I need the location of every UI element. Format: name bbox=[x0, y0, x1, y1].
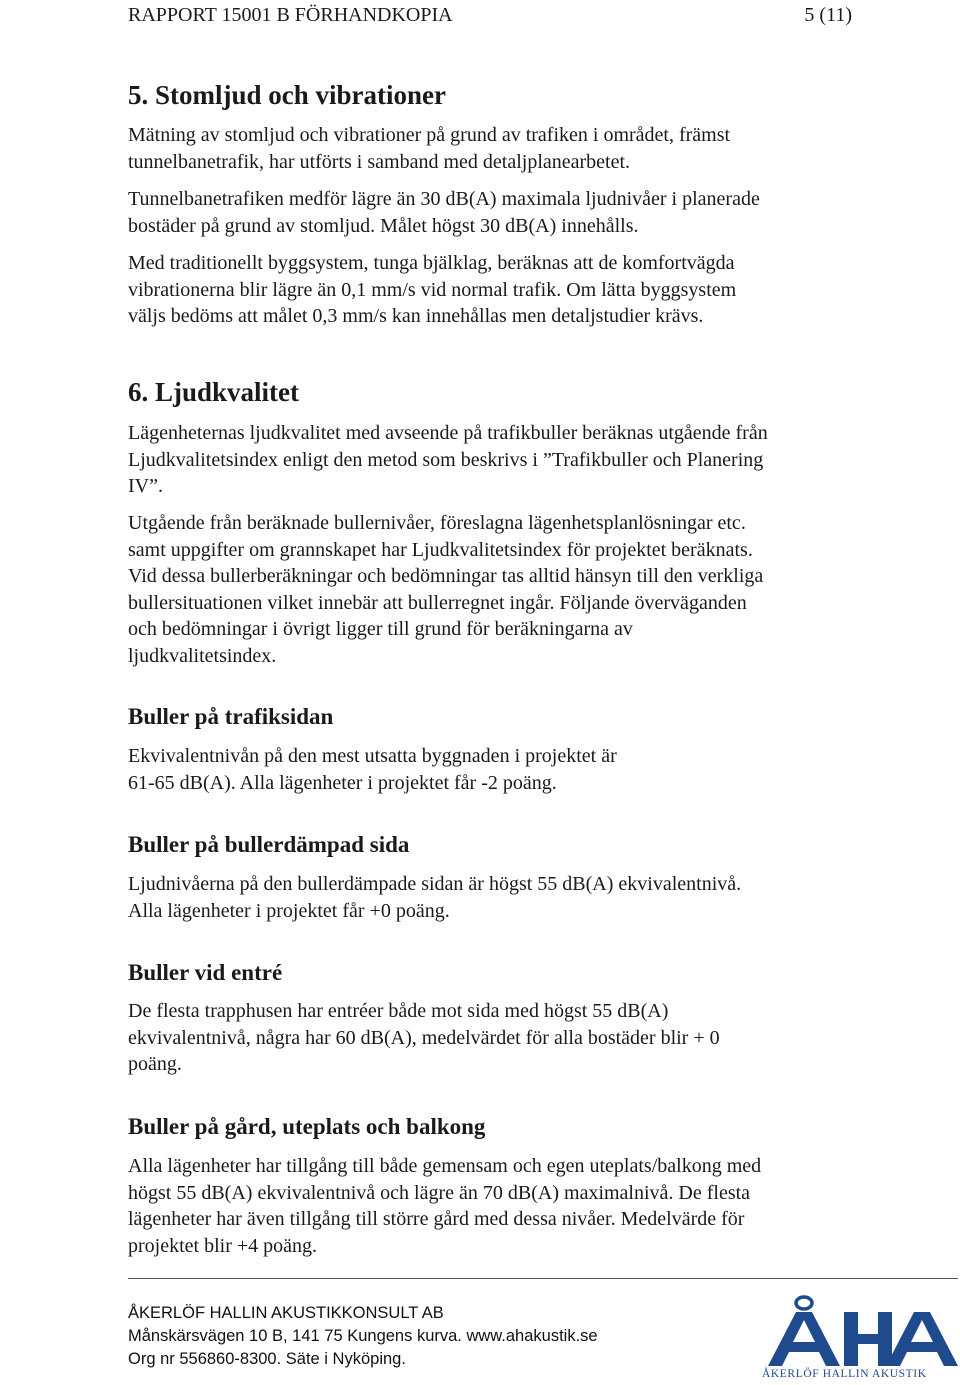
company-org-number: Org nr 556860-8300. Säte i Nyköping. bbox=[128, 1350, 406, 1368]
paragraph: Lägenheternas ljudkvalitet med avseende på trafikbuller beräknas utgående från Ljudkvalitetsindex enligt den metod som beskrivs i ”Trafikbuller och Planering IV”. bbox=[128, 422, 768, 497]
logo-letter-h bbox=[844, 1312, 892, 1366]
subheading-entre: Buller vid entré bbox=[128, 960, 283, 985]
report-title: RAPPORT 15001 B FÖRHANDKOPIA bbox=[128, 4, 453, 26]
logo-letter-a1 bbox=[768, 1312, 840, 1366]
logo-letter-a2 bbox=[886, 1312, 958, 1366]
section-heading-5: 5. Stomljud och vibrationer bbox=[128, 80, 447, 110]
paragraph: Tunnelbanetrafiken medför lägre än 30 dB(A) maximala ljudnivåer i planerade bostäder på grund av stomljud. Målet högst 30 dB(A) innehålls. bbox=[128, 188, 760, 237]
paragraph: Ljudnivåerna på den bullerdämpade sidan är högst 55 dB(A) ekvivalentnivå. Alla lägenheter i projektet får +0 poäng. bbox=[128, 873, 742, 922]
section-heading-6: 6. Ljudkvalitet bbox=[128, 377, 300, 407]
subheading-gard: Buller på gård, uteplats och balkong bbox=[128, 1114, 486, 1139]
subheading-bullerdampad: Buller på bullerdämpad sida bbox=[128, 832, 410, 857]
company-address: Månskärsvägen 10 B, 141 75 Kungens kurva. www.ahakustik.se bbox=[128, 1327, 598, 1345]
page-number: 5 (11) bbox=[804, 4, 852, 26]
paragraph: Alla lägenheter har tillgång till både gemensam och egen uteplats/balkong med högst 55 dB(A) ekvivalentnivå och lägre än 70 dB(A) maximalnivå. De flesta lägenheter har även tillgång till större gård med dessa nivåer. Medelvärde för projektet blir +4 poäng. bbox=[128, 1155, 762, 1257]
footer-divider bbox=[128, 1278, 958, 1279]
logo-caption: ÅKERLÖF HALLIN AKUSTIK bbox=[762, 1368, 927, 1380]
paragraph: De flesta trapphusen har entréer både mot sida med högst 55 dB(A) ekvivalentnivå, några har 60 dB(A), medelvärdet för alla bostäder blir + 0 poäng. bbox=[128, 1000, 720, 1075]
subheading-trafiksidan: Buller på trafiksidan bbox=[128, 704, 334, 729]
company-name: ÅKERLÖF HALLIN AKUSTIKKONSULT AB bbox=[128, 1304, 444, 1322]
paragraph: Ekvivalentnivån på den mest utsatta byggnaden i projektet är 61-65 dB(A). Alla lägenheter i projektet får -2 poäng. bbox=[128, 745, 617, 794]
paragraph: Mätning av stomljud och vibrationer på grund av trafiken i området, främst tunnelbanetrafik, har utförts i samband med detaljplanearbetet. bbox=[128, 124, 731, 173]
paragraph: Med traditionellt byggsystem, tunga bjälklag, beräknas att de komfortvägda vibrationerna blir lägre än 0,1 mm/s vid normal trafik. Om lätta byggsystem väljs bedöms att målet 0,3 mm/s kan innehållas men detaljstudier krävs. bbox=[128, 252, 737, 327]
footer bbox=[128, 1302, 598, 1371]
paragraph: Utgående från beräknade bullernivåer, föreslagna lägenhetsplanlösningar etc. samt uppgifter om grannskapet har Ljudkvalitetsindex för projektet beräknats. Vid dessa bullerberäkningar och bedömningar tas alltid hänsyn till den verkliga bullersituationen vilket innebär att bullerregnet ingår. Följande överväganden och bedömningar i övrigt ligger till grund för beräkningarna av ljudkvalitetsindex. bbox=[128, 512, 764, 667]
page-header bbox=[128, 4, 852, 28]
logo-ring bbox=[796, 1297, 812, 1309]
